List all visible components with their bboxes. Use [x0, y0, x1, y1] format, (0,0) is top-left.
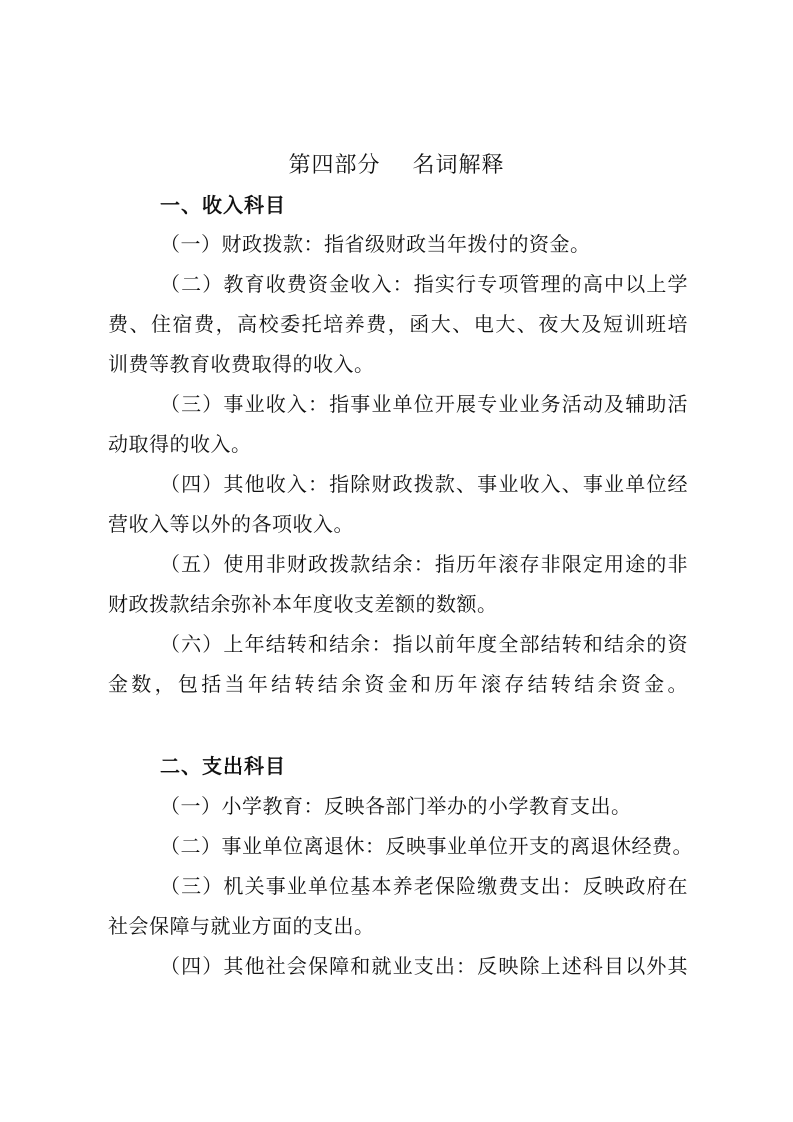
paragraph-line: 动取得的收入。	[108, 432, 252, 456]
paragraph-line: （四）其他收入：指除财政拨款、事业收入、事业单位经	[160, 472, 688, 496]
paragraph-line: （三）事业收入：指事业单位开展专业业务活动及辅助活	[160, 392, 688, 416]
paragraph-line: （一）财政拨款：指省级财政当年拨付的资金。	[160, 232, 591, 256]
paragraph-line: 社会保障与就业方面的支出。	[108, 914, 375, 938]
paragraph-line: （四）其他社会保障和就业支出：反映除上述科目以外其	[160, 954, 688, 978]
paragraph-line: （二）事业单位离退休：反映事业单位开支的离退休经费。	[160, 834, 693, 858]
paragraph-line: 金数，包括当年结转结余资金和历年滚存结转结余资金。	[108, 672, 688, 696]
paragraph-line: （一）小学教育：反映各部门举办的小学教育支出。	[160, 794, 632, 818]
section-heading-expense: 二、支出科目	[160, 754, 286, 778]
paragraph-line: 财政拨款结余弥补本年度收支差额的数额。	[108, 592, 498, 616]
paragraph-line: 营收入等以外的各项收入。	[108, 512, 354, 536]
page-title: 第四部分 名词解释	[288, 153, 505, 178]
paragraph-line: （二）教育收费资金收入：指实行专项管理的高中以上学	[160, 272, 688, 296]
section-heading-income: 一、收入科目	[160, 193, 286, 217]
paragraph-line: （三）机关事业单位基本养老保险缴费支出：反映政府在	[160, 874, 688, 898]
paragraph-line: （六）上年结转和结余：指以前年度全部结转和结余的资	[160, 632, 688, 656]
paragraph-line: （五）使用非财政拨款结余：指历年滚存非限定用途的非	[160, 552, 688, 576]
paragraph-line: 训费等教育收费取得的收入。	[108, 352, 375, 376]
paragraph-line: 费、住宿费，高校委托培养费，函大、电大、夜大及短训班培	[108, 312, 688, 336]
